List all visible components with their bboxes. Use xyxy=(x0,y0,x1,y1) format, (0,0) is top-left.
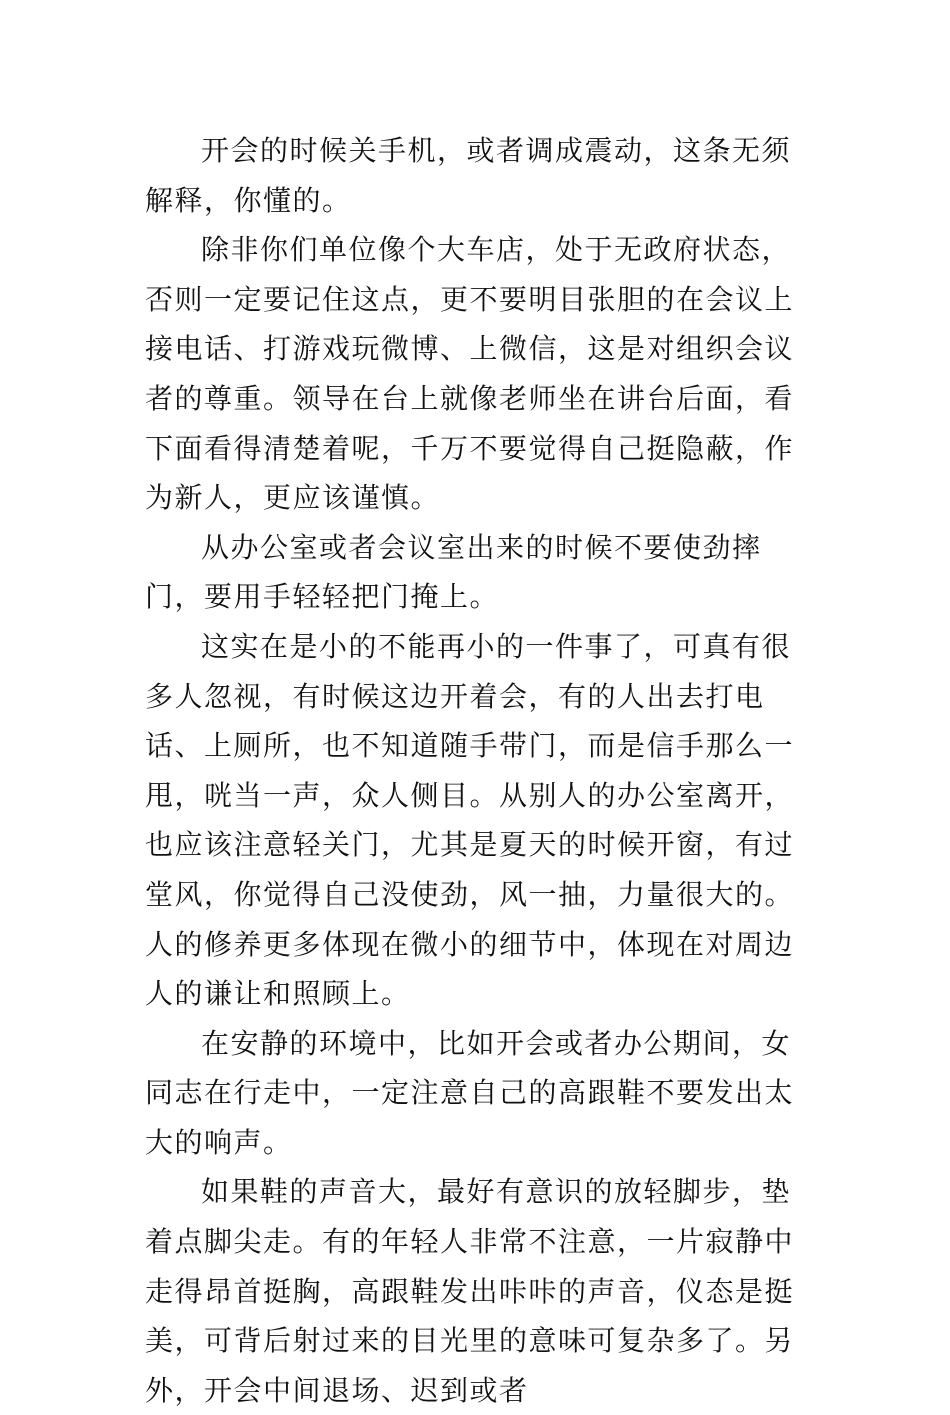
paragraph-meeting-respect: 除非你们单位像个大车店，处于无政府状态，否则一定要记住这点，更不要明目张胆的在会议上接电话、打游戏玩微博、上微信，这是对组织会议者的尊重。领导在台上就像老师坐在讲台后面，看下面看得清楚着呢，千万不要觉得自己挺隐蔽，作为新人，更应该谨慎。 xyxy=(145,233,795,515)
paragraph-close-door: 从办公室或者会议室出来的时候不要使劲摔门，要用手轻轻把门掩上。 xyxy=(145,530,762,614)
paragraph-walk-quietly: 如果鞋的声音大，最好有意识的放轻脚步，垫着点脚尖走。有的年轻人非常不注意，一片寂静中走得昂首挺胸，高跟鞋发出咔咔的声音，仪态是挺美，可背后射过来的目光里的意味可复杂多了。另外，开会中间退场、迟到或者 xyxy=(145,1175,795,1407)
document-body xyxy=(145,126,810,1415)
paragraph-high-heels: 在安静的环境中，比如开会或者办公期间，女同志在行走中，一定注意自己的高跟鞋不要发出太大的响声。 xyxy=(145,1026,795,1159)
paragraph-phone-off: 开会的时候关手机，或者调成震动，这条无须解释，你懂的。 xyxy=(145,134,792,217)
paragraph-door-details: 这实在是小的不能再小的一件事了，可真有很多人忽视，有时候这边开着会，有的人出去打电话、上厕所，也不知道随手带门，而是信手那么一甩，咣当一声，众人侧目。从别人的办公室离开，也应该注意轻关门，尤其是夏天的时候开窗，有过堂风，你觉得自己没使劲，风一抽，力量很大的。人的修养更多体现在微小的细节中，体现在对周边人的谦让和照顾上。 xyxy=(145,629,795,1011)
